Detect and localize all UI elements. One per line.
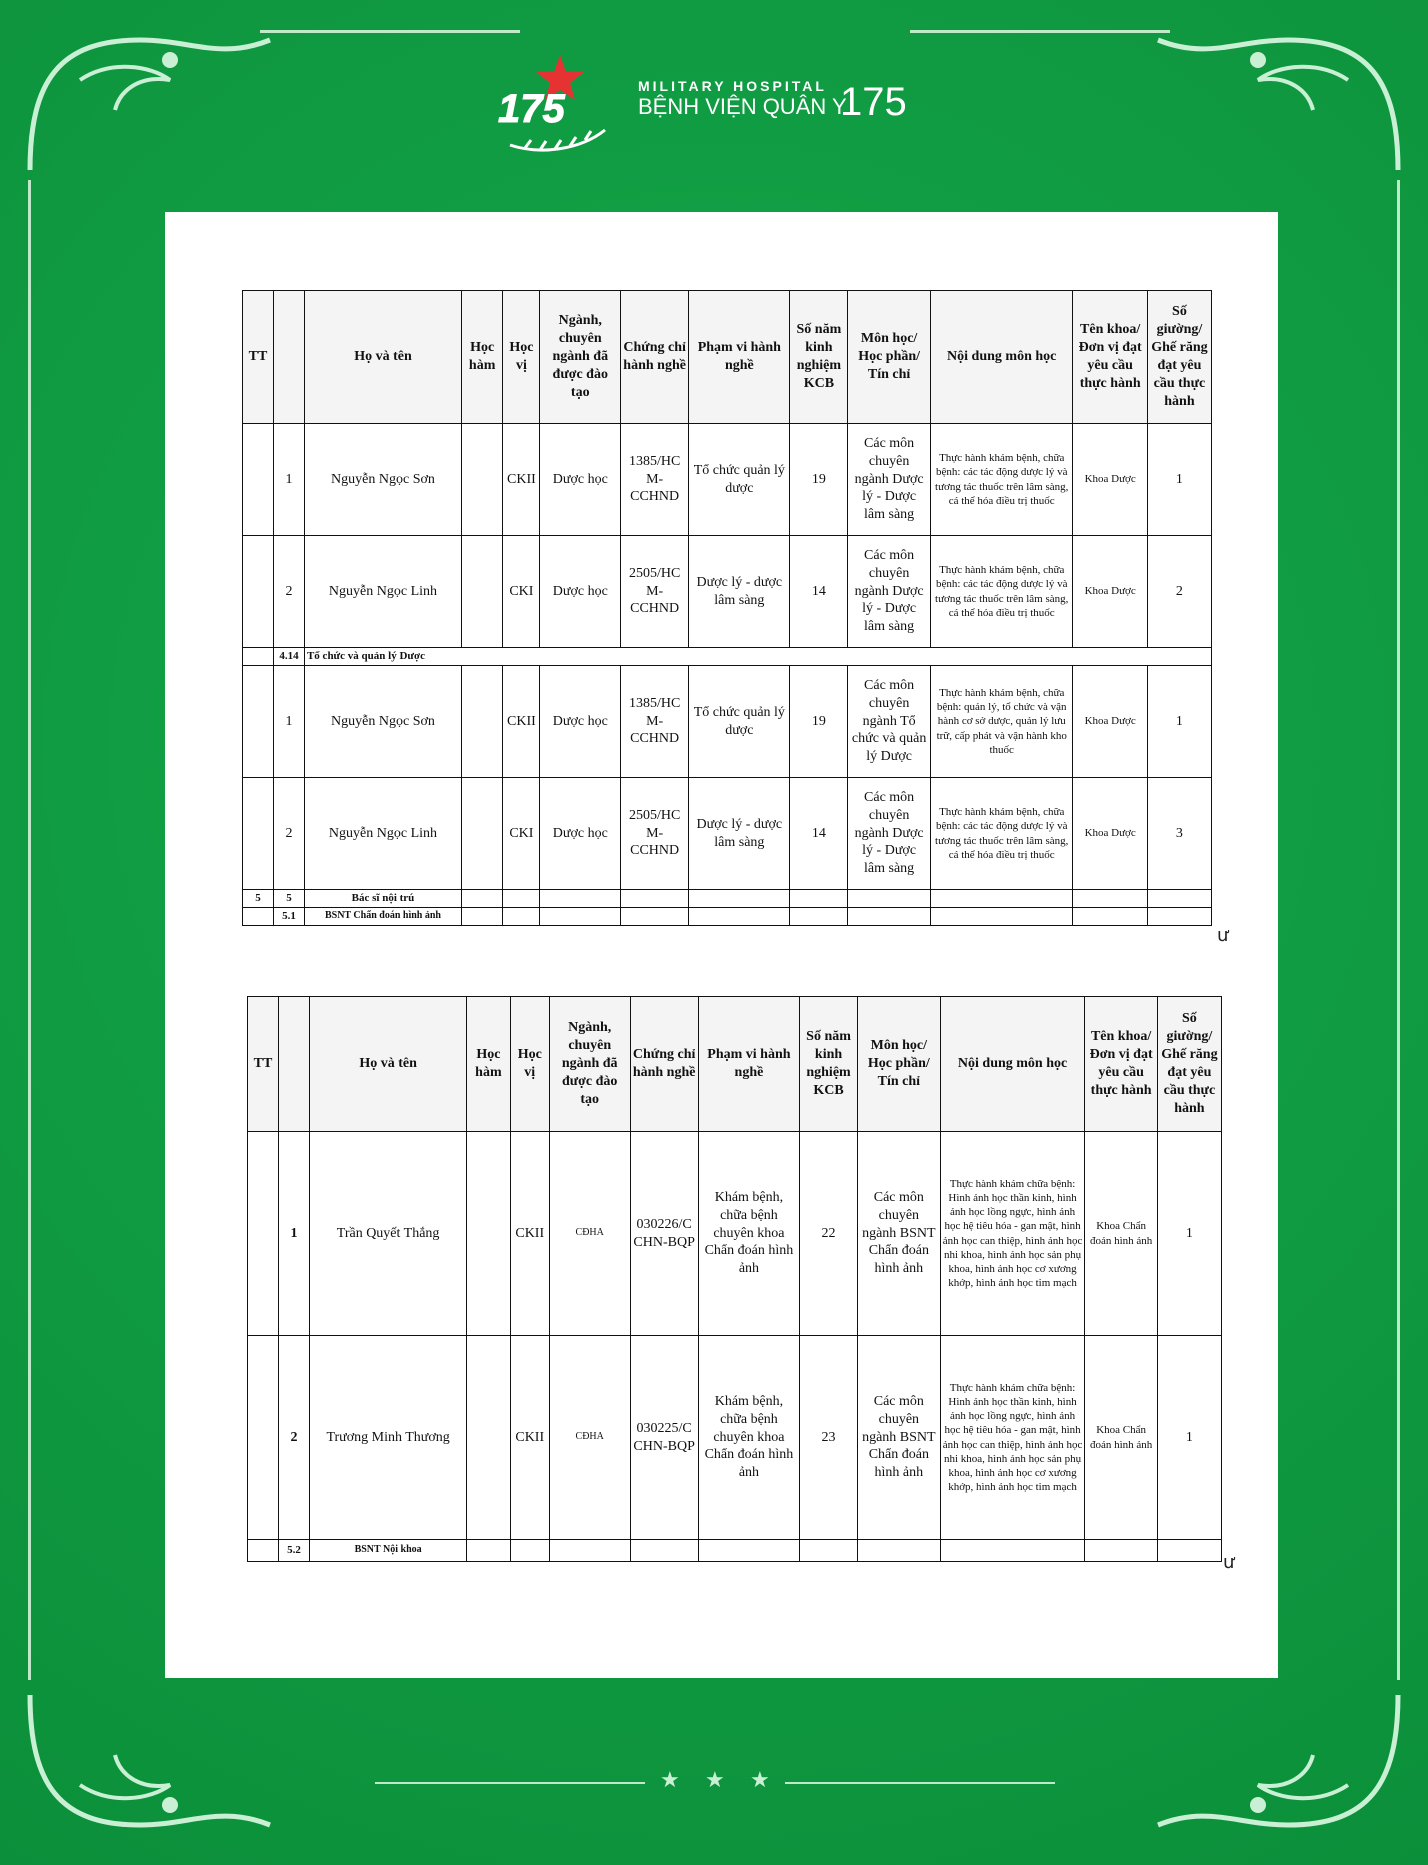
section-row (248, 1540, 1222, 1562)
cell-stt: 1 (273, 424, 304, 536)
signature-mark: ư (1217, 925, 1229, 946)
col-header: Họ và tên (310, 997, 467, 1132)
section-row (243, 908, 1212, 926)
star-icon: ★ (750, 1768, 770, 1793)
cell-cchn: 2505/HC M-CCHND (621, 536, 689, 648)
table-row (243, 778, 1212, 890)
cell-pham-vi: Dược lý - dược lâm sàng (689, 536, 790, 648)
cell-khoa: Khoa Chẩn đoán hình ảnh (1085, 1132, 1157, 1336)
cell-hoc-vi: CKI (503, 778, 540, 890)
col-header: Ngành, chuyên ngành đã được đào tạo (540, 291, 621, 424)
section-row (243, 890, 1212, 908)
staff-table-1 (242, 290, 1212, 926)
cell-name: Trương Minh Thương (310, 1336, 467, 1540)
section-number: 4.14 (273, 648, 304, 666)
cell-cchn: 2505/HC M-CCHND (621, 778, 689, 890)
frame-line-top-right (910, 30, 1170, 33)
section-row (243, 648, 1212, 666)
cell-nganh: CĐHA (549, 1132, 630, 1336)
cell-nganh: Dược học (540, 424, 621, 536)
cell-nganh: Dược học (540, 536, 621, 648)
col-header: Số giường/ Ghế răng đạt yêu cầu thực hành (1157, 997, 1221, 1132)
ornament-bottom-left-icon (20, 1685, 280, 1845)
col-header: Môn học/ Học phần/ Tín chỉ (857, 997, 940, 1132)
cell-so-giuong: 1 (1147, 666, 1211, 778)
col-header: Phạm vi hành nghề (698, 997, 799, 1132)
col-header: TT (248, 997, 279, 1132)
cell-hoc-vi: CKII (503, 666, 540, 778)
cell-mon-hoc: Các môn chuyên ngành Tổ chức và quản lý Dược (848, 666, 931, 778)
table-row (243, 666, 1212, 778)
cell-khoa: Khoa Chẩn đoán hình ảnh (1085, 1336, 1157, 1540)
col-header: TT (243, 291, 274, 424)
cell-cchn: 1385/HC M-CCHND (621, 666, 689, 778)
footer-ornament (375, 1768, 1055, 1798)
col-header: Ngành, chuyên ngành đã được đào tạo (549, 997, 630, 1132)
logo-number: 175 (498, 87, 565, 131)
ornament-top-right-icon (1148, 20, 1408, 180)
cell-name: Nguyễn Ngọc Linh (304, 778, 461, 890)
col-header: Số năm kinh nghiệm KCB (800, 997, 858, 1132)
col-header: Học vị (510, 997, 549, 1132)
ornament-top-left-icon (20, 20, 280, 180)
cell-so-giuong: 1 (1147, 424, 1211, 536)
footer-line-right (785, 1782, 1055, 1784)
table-row (248, 1336, 1222, 1540)
cell-pham-vi: Khám bệnh, chữa bệnh chuyên khoa Chẩn đoán hình ảnh (698, 1132, 799, 1336)
cell-noi-dung: Thực hành khám bệnh, chữa bệnh: quản lý, tổ chức và vận hành cơ sở dược, quản lý lưu trữ, cấp phát và vận hành kho thuốc (930, 666, 1073, 778)
cell-stt: 2 (273, 778, 304, 890)
table-row (248, 1132, 1222, 1336)
col-header: Phạm vi hành nghề (689, 291, 790, 424)
col-header (279, 997, 310, 1132)
col-header: Học vị (503, 291, 540, 424)
cell-pham-vi: Tổ chức quản lý dược (689, 666, 790, 778)
cell-so-nam: 23 (800, 1336, 858, 1540)
hospital-name-en: MILITARY HOSPITAL (638, 78, 827, 94)
col-header: Chứng chỉ hành nghề (630, 997, 698, 1132)
cell-mon-hoc: Các môn chuyên ngành Dược lý - Dược lâm sàng (848, 536, 931, 648)
cell-nganh: Dược học (540, 778, 621, 890)
cell-khoa: Khoa Dược (1073, 778, 1147, 890)
frame-line-left (28, 180, 31, 1680)
cell-hoc-vi: CKII (510, 1132, 549, 1336)
col-header: Chứng chỉ hành nghề (621, 291, 689, 424)
cell-cchn: 030225/C CHN-BQP (630, 1336, 698, 1540)
section-tt: 5 (243, 890, 274, 908)
cell-so-giuong: 1 (1157, 1132, 1221, 1336)
cell-name: Trần Quyết Thắng (310, 1132, 467, 1336)
cell-so-giuong: 1 (1157, 1336, 1221, 1540)
col-header: Tên khoa/ Đơn vị đạt yêu cầu thực hành (1085, 997, 1157, 1132)
cell-hoc-vi: CKII (503, 424, 540, 536)
cell-pham-vi: Tổ chức quản lý dược (689, 424, 790, 536)
cell-cchn: 030226/C CHN-BQP (630, 1132, 698, 1336)
section-title: Tổ chức và quản lý Dược (304, 648, 1211, 666)
cell-so-giuong: 3 (1147, 778, 1211, 890)
cell-hoc-vi: CKII (510, 1336, 549, 1540)
cell-so-nam: 19 (790, 424, 848, 536)
cell-mon-hoc: Các môn chuyên ngành BSNT Chẩn đoán hình ảnh (857, 1132, 940, 1336)
table-header-row (248, 997, 1222, 1132)
section-title: Bác sĩ nội trú (304, 890, 461, 908)
col-header: Môn học/ Học phần/ Tín chỉ (848, 291, 931, 424)
cell-cchn: 1385/HC M-CCHND (621, 424, 689, 536)
table-row (243, 536, 1212, 648)
col-header: Số năm kinh nghiệm KCB (790, 291, 848, 424)
section-number: 5 (273, 890, 304, 908)
cell-so-giuong: 2 (1147, 536, 1211, 648)
col-header: Họ và tên (304, 291, 461, 424)
cell-noi-dung: Thực hành khám bệnh, chữa bệnh: các tác động dược lý và tương tác thuốc trên lâm sàng, cá thể hóa điều trị thuốc (930, 778, 1073, 890)
hospital-name-vn: BỆNH VIỆN QUÂN Y (638, 94, 847, 119)
cell-so-nam: 19 (790, 666, 848, 778)
cell-so-nam: 14 (790, 536, 848, 648)
cell-nganh: Dược học (540, 666, 621, 778)
cell-so-nam: 22 (800, 1132, 858, 1336)
star-icon: ★ (705, 1768, 725, 1793)
star-icon: ★ (660, 1768, 680, 1793)
footer-line-left (375, 1782, 645, 1784)
col-header: Nội dung môn học (930, 291, 1073, 424)
col-header: Học hàm (467, 997, 510, 1132)
cell-noi-dung: Thực hành khám chữa bệnh: Hình ảnh học thần kinh, hình ảnh học lồng ngực, hình ảnh học hệ tiêu hóa - gan mật, hình ảnh học can thiệp, hình ảnh học nhi khoa, hình ảnh học sản phụ khoa, hình ảnh học cơ xương khớp, hình ảnh học tim mạch (940, 1336, 1085, 1540)
cell-khoa: Khoa Dược (1073, 424, 1147, 536)
section-number: 5.2 (279, 1540, 310, 1562)
table-header-row (243, 291, 1212, 424)
hospital-logo-icon (490, 50, 620, 160)
cell-name: Nguyễn Ngọc Sơn (304, 666, 461, 778)
cell-stt: 1 (279, 1132, 310, 1336)
cell-mon-hoc: Các môn chuyên ngành Dược lý - Dược lâm sàng (848, 424, 931, 536)
cell-stt: 2 (273, 536, 304, 648)
cell-khoa: Khoa Dược (1073, 666, 1147, 778)
cell-so-nam: 14 (790, 778, 848, 890)
cell-noi-dung: Thực hành khám chữa bệnh: Hình ảnh học thần kinh, hình ảnh học lồng ngực, hình ảnh học hệ tiêu hóa - gan mật, hình ảnh học can thiệp, hình ảnh học nhi khoa, hình ảnh học sản phụ khoa, hình ảnh học cơ xương khớp, hình ảnh học tim mạch (940, 1132, 1085, 1336)
cell-pham-vi: Dược lý - dược lâm sàng (689, 778, 790, 890)
frame-line-right (1397, 180, 1400, 1680)
cell-stt: 2 (279, 1336, 310, 1540)
signature-mark: ư (1223, 1552, 1235, 1573)
cell-name: Nguyễn Ngọc Sơn (304, 424, 461, 536)
cell-hoc-vi: CKI (503, 536, 540, 648)
col-header: Học hàm (461, 291, 502, 424)
col-header: Số giường/ Ghế răng đạt yêu cầu thực hành (1147, 291, 1211, 424)
section-title: BSNT Nội khoa (310, 1540, 467, 1562)
hospital-number: 175 (840, 80, 907, 124)
col-header (273, 291, 304, 424)
cell-noi-dung: Thực hành khám bệnh, chữa bệnh: các tác động dược lý và tương tác thuốc trên lâm sàng, cá thể hóa điều trị thuốc (930, 536, 1073, 648)
cell-mon-hoc: Các môn chuyên ngành Dược lý - Dược lâm sàng (848, 778, 931, 890)
cell-nganh: CĐHA (549, 1336, 630, 1540)
col-header: Tên khoa/ Đơn vị đạt yêu cầu thực hành (1073, 291, 1147, 424)
section-number: 5.1 (273, 908, 304, 926)
cell-pham-vi: Khám bệnh, chữa bệnh chuyên khoa Chẩn đoán hình ảnh (698, 1336, 799, 1540)
cell-stt: 1 (273, 666, 304, 778)
cell-khoa: Khoa Dược (1073, 536, 1147, 648)
cell-mon-hoc: Các môn chuyên ngành BSNT Chẩn đoán hình ảnh (857, 1336, 940, 1540)
ornament-bottom-right-icon (1148, 1685, 1408, 1845)
table-row (243, 424, 1212, 536)
frame-line-top (260, 30, 520, 33)
staff-table-2 (247, 996, 1222, 1562)
cell-noi-dung: Thực hành khám bệnh, chữa bệnh: các tác động dược lý và tương tác thuốc trên lâm sàng, cá thể hóa điều trị thuốc (930, 424, 1073, 536)
section-title: BSNT Chẩn đoán hình ảnh (304, 908, 461, 926)
document-page (165, 212, 1278, 1678)
hospital-header (490, 50, 940, 160)
col-header: Nội dung môn học (940, 997, 1085, 1132)
cell-name: Nguyễn Ngọc Linh (304, 536, 461, 648)
